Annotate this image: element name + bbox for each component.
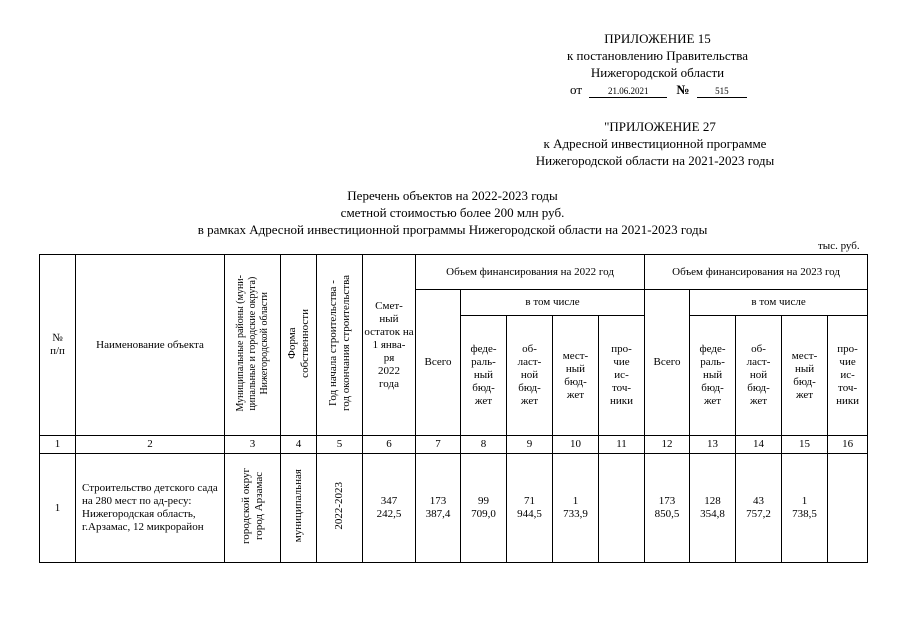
decree-date-line (570, 82, 747, 98)
number-prefix: № (676, 82, 690, 97)
table-row (40, 454, 868, 563)
header-2022-total: Всего (416, 290, 461, 436)
doc-title-line3: в рамках Адресной инвестиционной программы Нижегородской области на 2021-2023 годы (197, 222, 708, 237)
row-2023-regional: 43 757,2 (736, 454, 782, 563)
column-number: 5 (317, 436, 363, 454)
appendix15-line2: к постановлению Правительства (566, 48, 749, 63)
column-number: 15 (782, 436, 828, 454)
objects-table (39, 254, 868, 563)
decree-date: 21.06.2021 (589, 86, 667, 98)
column-number: 11 (599, 436, 645, 454)
header-ownership: Форма собственности (285, 308, 311, 378)
column-number: 14 (736, 436, 782, 454)
appendix27-title: "ПРИЛОЖЕНИЕ 27 (604, 119, 716, 134)
header-2023-local: мест- ный бюд- жет (782, 316, 828, 436)
header-fin-2023: Объем финансирования на 2023 год (645, 255, 868, 290)
column-number: 1 (40, 436, 76, 454)
decree-number: 515 (697, 86, 747, 98)
row-2023-federal: 128 354,8 (690, 454, 736, 563)
row-ownership: муниципальная (292, 469, 304, 543)
appendix15-block (520, 30, 795, 81)
header-2022-including: в том числе (461, 290, 645, 316)
column-number-row (40, 436, 868, 454)
header-2022-local: мест- ный бюд- жет (553, 316, 599, 436)
header-2023-other: про- чие ис- точ- ники (828, 316, 868, 436)
row-2022-federal: 99 709,0 (461, 454, 507, 563)
row-2023-other (828, 454, 868, 563)
header-2022-federal: феде- раль- ный бюд- жет (461, 316, 507, 436)
header-fin-2022: Объем финансирования на 2022 год (416, 255, 645, 290)
column-number: 2 (76, 436, 225, 454)
row-2023-total: 173 850,5 (645, 454, 690, 563)
header-2023-federal: феде- раль- ный бюд- жет (690, 316, 736, 436)
row-2022-local: 1 733,9 (553, 454, 599, 563)
doc-title-line2: сметной стоимостью более 200 млн руб. (340, 205, 565, 220)
appendix27-block (500, 118, 810, 169)
header-estimate: Смет- ный остаток на 1 янва- ря 2022 года (363, 255, 416, 436)
header-2023-including: в том числе (690, 290, 868, 316)
row-object-name: Строительство детского сада на 280 мест по ад-ресу: Нижегородская область, г.Арзамас, 12 микрорайон (76, 454, 225, 563)
header-municipality: Муниципальные районы (муни- ципальные и городские округа) Нижегородской области (234, 274, 270, 412)
column-number: 16 (828, 436, 868, 454)
column-number: 13 (690, 436, 736, 454)
row-num: 1 (40, 454, 76, 563)
column-number: 12 (645, 436, 690, 454)
row-2022-regional: 71 944,5 (507, 454, 553, 563)
header-2023-regional: об- ласт- ной бюд- жет (736, 316, 782, 436)
appendix15-line3: Нижегородской области (590, 65, 725, 80)
appendix27-line3: Нижегородской области на 2021-2023 годы (535, 153, 775, 168)
header-2022-other: про- чие ис- точ- ники (599, 316, 645, 436)
column-number: 8 (461, 436, 507, 454)
column-number: 10 (553, 436, 599, 454)
appendix15-title: ПРИЛОЖЕНИЕ 15 (604, 31, 711, 46)
units-label: тыс. руб. (818, 240, 860, 252)
document-title (100, 187, 805, 238)
doc-title-line1: Перечень объектов на 2022-2023 годы (347, 188, 558, 203)
header-2022-regional: об- ласт- ной бюд- жет (507, 316, 553, 436)
row-estimate: 347 242,5 (363, 454, 416, 563)
row-municipality: городской округ город Арзамас (239, 467, 265, 545)
column-number: 9 (507, 436, 553, 454)
header-num: № п/п (40, 255, 76, 436)
row-years: 2022-2023 (333, 482, 345, 530)
column-number: 6 (363, 436, 416, 454)
column-number: 3 (225, 436, 281, 454)
column-number: 7 (416, 436, 461, 454)
row-2022-other (599, 454, 645, 563)
header-2023-total: Всего (645, 290, 690, 436)
header-name: Наименование объекта (76, 255, 225, 436)
appendix27-line2: к Адресной инвестиционной программе (543, 136, 767, 151)
header-years: Год начала строительства - год окончания строительства (326, 275, 352, 411)
row-2023-local: 1 738,5 (782, 454, 828, 563)
row-2022-total: 173 387,4 (416, 454, 461, 563)
column-number: 4 (281, 436, 317, 454)
date-prefix: от (570, 82, 583, 97)
